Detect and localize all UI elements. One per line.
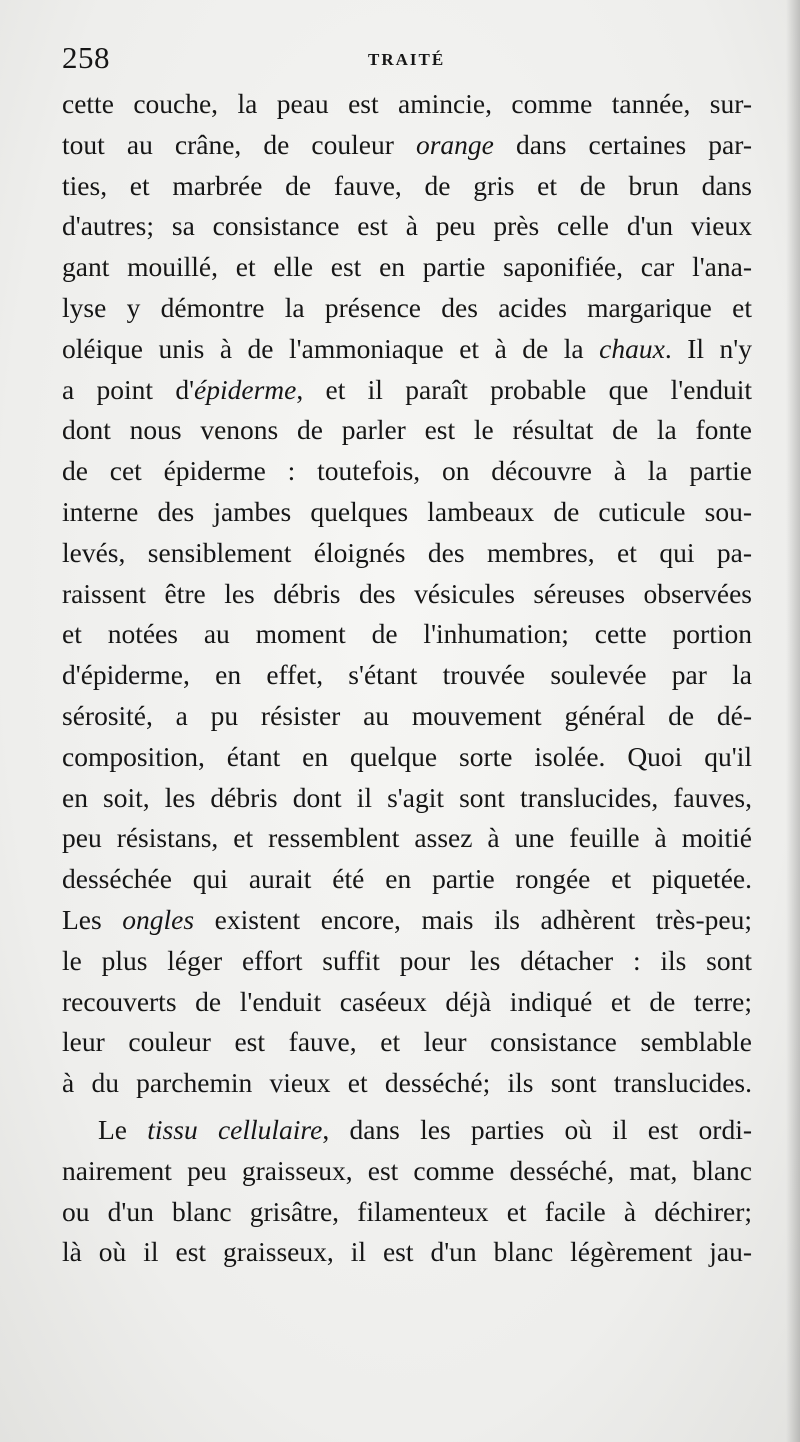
text-run: tout au crâne, de couleur: [62, 128, 416, 160]
text-run: peu résistans, et ressemblent assez à une feuille à moitié: [62, 822, 752, 854]
text-line: [62, 533, 752, 574]
text-run: le plus léger effort suffit pour les détacher : ils sont: [62, 944, 752, 976]
body-text: [62, 84, 752, 1273]
text-line: [62, 492, 752, 533]
text-line: [62, 1063, 752, 1104]
text-line: [62, 737, 752, 778]
text-run: oléique unis à de l'ammoniaque et à de la: [62, 332, 600, 364]
text-run: levés, sensiblement éloignés des membres, et qui pa-: [62, 536, 752, 568]
text-line: [62, 900, 752, 941]
text-line: [62, 84, 752, 125]
text-run: a point d': [62, 373, 195, 405]
text-line: [62, 247, 752, 288]
italic-term: tissu cellulaire: [147, 1113, 323, 1145]
text-run: , et il paraît probable que l'enduit: [296, 373, 752, 405]
text-line: [62, 1110, 752, 1151]
text-run: dans certaines par-: [493, 128, 753, 160]
text-line: [62, 778, 752, 819]
text-line: [62, 329, 752, 370]
text-line: [62, 655, 752, 696]
text-run: composition, étant en quelque sorte isolée. Quoi qu'il: [62, 740, 752, 772]
text-line: [62, 614, 752, 655]
text-line: [62, 410, 752, 451]
text-line: [62, 1151, 752, 1192]
text-line: [62, 166, 752, 207]
italic-term: épiderme: [194, 373, 297, 405]
text-run: Les: [62, 903, 123, 935]
italic-term: ongles: [122, 903, 195, 935]
text-run: interne des jambes quelques lambeaux de cuticule sou-: [62, 495, 752, 527]
text-run: gant mouillé, et elle est en partie saponifiée, car l'ana-: [62, 251, 752, 283]
text-run: d'autres; sa consistance est à peu près celle d'un vieux: [62, 210, 752, 242]
text-line: [62, 125, 752, 166]
text-line: [62, 370, 752, 411]
text-run: nairement peu graisseux, est comme desséché, mat, blanc: [62, 1154, 752, 1186]
text-run: raissent être les débris des vésicules séreuses observées: [62, 577, 752, 609]
text-line: [62, 451, 752, 492]
page-edge-shadow: [786, 0, 800, 1442]
running-head: TRAITÉ: [368, 50, 446, 69]
text-run: existent encore, mais ils adhèrent très-peu;: [194, 903, 752, 935]
text-run: en soit, les débris dont il s'agit sont translucides, fauves,: [62, 781, 752, 813]
text-run: dont nous venons de parler est le résultat de la fonte: [62, 414, 752, 446]
text-line: [62, 1022, 752, 1063]
text-line: [62, 859, 752, 900]
page-number: 258: [62, 40, 110, 75]
text-line: [62, 818, 752, 859]
italic-term: chaux: [599, 332, 665, 364]
text-run: là où il est graisseux, il est d'un blanc légèrement jau-: [62, 1236, 752, 1268]
text-line: [62, 206, 752, 247]
text-run: desséchée qui aurait été en partie rongée et piquetée.: [62, 863, 752, 895]
text-run: Le: [98, 1113, 148, 1145]
text-line: [62, 1232, 752, 1273]
text-line: [62, 288, 752, 329]
text-line: [62, 696, 752, 737]
text-run: lyse y démontre la présence des acides margarique et: [62, 291, 752, 323]
text-run: leur couleur est fauve, et leur consistance semblable: [62, 1026, 752, 1058]
page-header: [62, 40, 752, 80]
text-run: d'épiderme, en effet, s'étant trouvée soulevée par la: [62, 659, 752, 691]
text-line: [62, 982, 752, 1023]
text-run: sérosité, a pu résister au mouvement général de dé-: [62, 699, 752, 731]
italic-term: orange: [415, 128, 494, 160]
text-run: recouverts de l'enduit caséeux déjà indiqué et de terre;: [62, 985, 752, 1017]
text-run: cette couche, la peau est amincie, comme tannée, sur-: [62, 88, 752, 119]
text-line: [62, 574, 752, 615]
text-run: à du parchemin vieux et desséché; ils sont translucides.: [62, 1067, 752, 1099]
text-run: ties, et marbrée de fauve, de gris et de brun dans: [62, 169, 752, 201]
text-run: . Il n'y: [664, 332, 752, 364]
text-run: de cet épiderme : toutefois, on découvre à la partie: [62, 455, 752, 487]
text-run: ou d'un blanc grisâtre, filamenteux et facile à déchirer;: [62, 1195, 752, 1227]
text-run: , dans les parties où il est ordi-: [322, 1113, 752, 1145]
text-line: [62, 941, 752, 982]
text-run: et notées au moment de l'inhumation; cette portion: [62, 618, 752, 650]
text-line: [62, 1192, 752, 1233]
